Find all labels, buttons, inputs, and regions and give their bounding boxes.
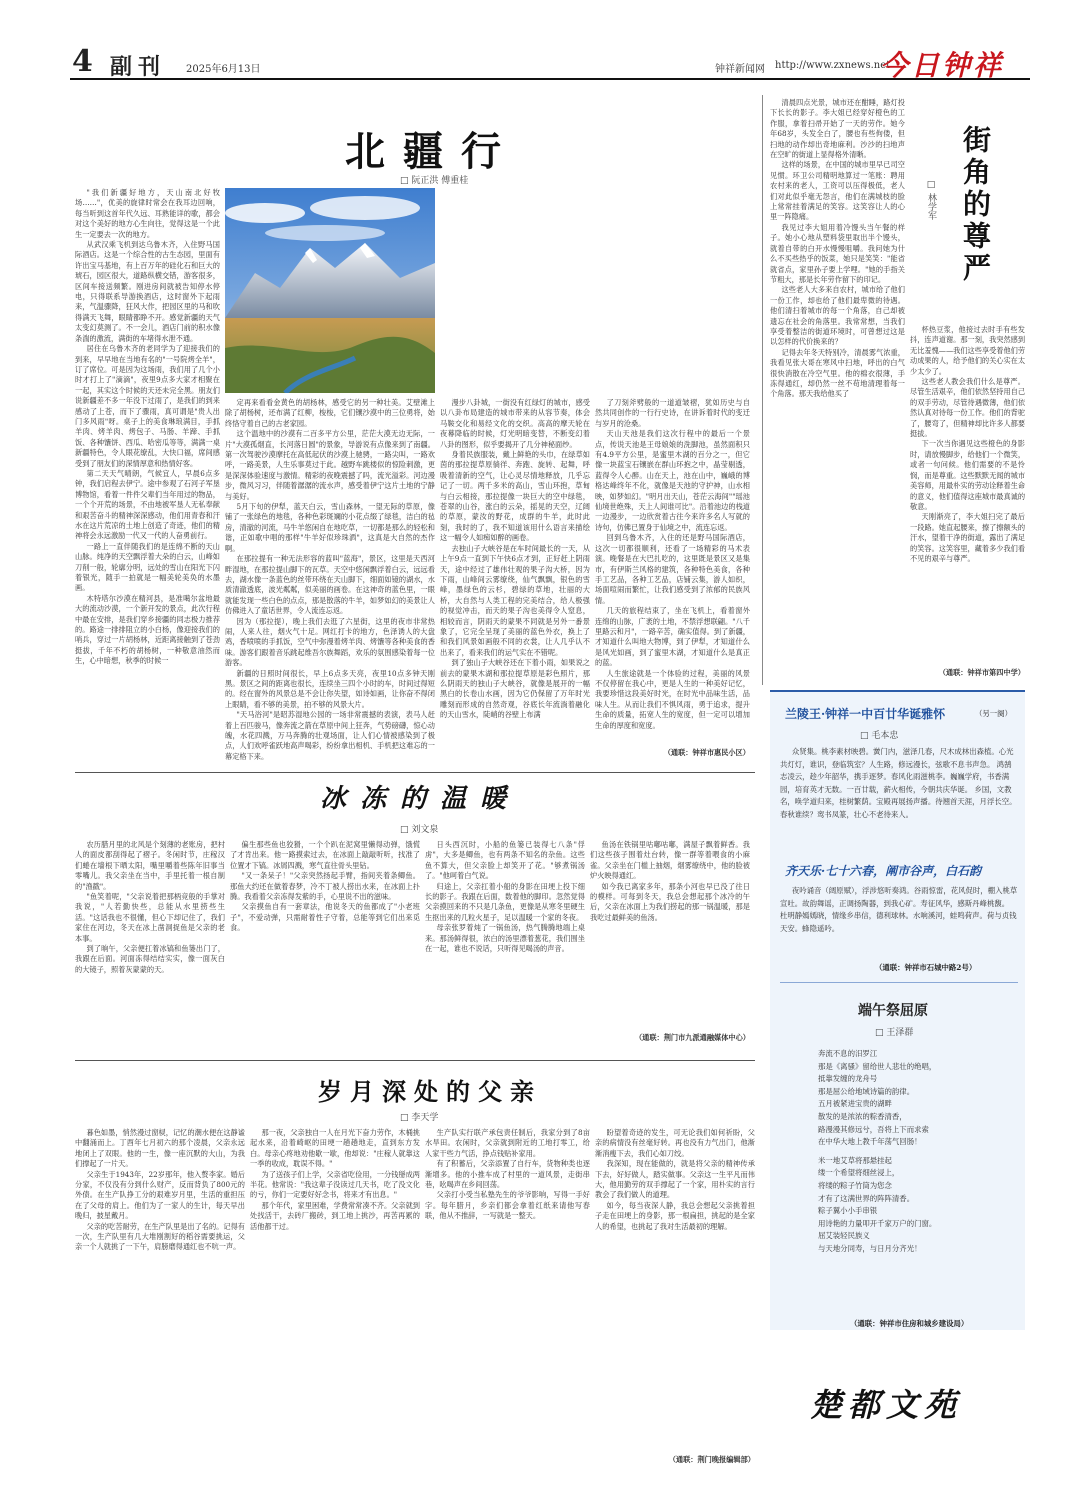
source-qitianle: （通联：钟祥市石城中路2号） [875,963,977,972]
poem-divider [780,982,1018,983]
article-beijiang-col4: 了刀刻斧劈般的一道道皱褶，犹如历史与自然共同创作的一行行史诗，在讲诉着时代的变迁与岁月的沧桑。 天山天池是我们这次行程中的最后一个景点，传说天池是王母娘娘的洗脚池，虽然面积只有4.9平方公里，是蜜里木湖的百分之一，但它像一块蓝宝石镶嵌在群山环抱之中，晶莹剔透，蓝得令人心醉。山在天上，池在山中，巍峨的博格达峰终年不化，就像是天池的守护神，山水相映，如梦如幻。"明月出天山，苍茫云海间""瑶池仙境世绝殊，天上人间谁可比"。沿着池边的栈道一边漫步，一边欣赏着古往今来许多名人写就的诗句，仿佛已置身于仙境之中，流连忘返。 回到乌鲁木齐，入住的还是野马国际酒店，这次一切都很顺利，还看了一场精彩的马术表演。晚餐是在大巴扎吃的，这里既是景区又是集市，有伊斯兰风格的建筑，各种特色美食，各种手工艺品，各种工艺品，店铺云集，游人如织，场面喧闹而繁忙，让我们感受到了浓郁的民族风情。 几天的旅程结束了，坐在飞机上，看着窗外连绵的山脉，广袤的土地，不禁浮想联翩。"八千里路云和月"，一路辛苦，确实值得。到了新疆，才知道什么叫地大物博，到了伊犁，才知道什么是风光如画，到了蜜里木湖，才知道什么是真正的蓝。 人生旅途就是一个体验的过程，美丽的风景不仅停留在我心中，更是人生的一种美好记忆，我要珍惜这段美好时光，在时光中品味生活，品味人生。从而让我们不惧风雨，勇于追求，提升生命的质量，拓宽人生的宽度，但一定可以增加生命的厚度和宽度。 [595,398,750,730]
article-bingdong-col4: 鱼汤在铁锅里咕嘟咕嘟，满屋子飘着鲜香。我们这些孩子围着灶台转，像一群等着喂食的小麻雀。父亲坐在门槛上抽烟，烟雾缭绕中，他的脸被炉火映得通红。 如今我已离家多年，那条小河也早已没了往日的模样。可每到冬天，我总会想起那个冰冷的午后，父亲在冰面上为我们捞起的那一锅温暖，那是我吃过最鲜美的鱼汤。 [590,840,750,922]
site-url[interactable]: http://www.zxnews.net [775,60,891,71]
article-beijiang-col1: "我们新疆好地方，天山南北好牧场……"，优美的旋律时常会在我耳边回响，每当听到这首年代久远、耳熟能详的歌，都会对这个美好的地方心生向往，觉得这是一个此生一定要去一次的地方。 从武汉乘飞机到达乌鲁木齐，入住野马国际酒店。这是一个综合性的古生态园，里面有许出宝马基地，有上百万年的硅化石和巨大的琥石，园区很大，道路纵横交错，游客很多，区间车接送频繁。刚进房间就被告知停水停电，只得联系导游换酒店，这时窗外下起雨来，气温骤降，狂风大作，把园区里的马和吹得满天飞舞，眼睛都睁不开。感觉新疆的天气太变幻莫测了。不一会儿，酒店门前的积水像条湍的激流，满街的车堵得水泄不通。 居住在乌鲁木齐的老同学为了迎接我们的到来，早早地在当地有名的"一号院烤全羊"，订了席位。可是因为这场雨，我们用了几个小时才打上了"滴滴"，夜里9点多大家才相聚在一起，其实这个时候的天还未完全黑。朋友们说新疆差不多一年没下过雨了，是我们的到来感动了上苍，而下了骤雨，真可谓是"贵人出门多风雨"呀。桌子上的美食琳琅满目，手抓羊肉、烤羊肉、烤包子、马肠、羊蹄、手抓饭、各种馕饼、西瓜、哈密瓜等等，满满一桌新疆特色，令人眼花缭乱，大快口福，席间感受到了朋友们的深情厚意和热情好客。 第二天天气晴朗，气候宜人，早晨6点多钟，我们启程去伊宁。途中参观了石河子军垦博物馆，看着一件件父辈们当年用过的物品，一个个开荒的场景，不由地被军垦人无私奉献和艰苦奋斗的精神深深感动，他们用青春和汗水在这片荒凉的土地上创造了奇迹，他们的精神将会永远激励一代又一代的人奋勇前行。 一路上一直伴随我们的是连绵不断的天山山脉。纯净的天空飘浮着大朵的白云，山峰如刀削一般，轮廓分明，远处的雪山在阳光下闪着银光，随手一拍就是一幅美轮美奂的水墨画。 木特塔尔沙漠在精河县，是准噶尔盆地最大的流动沙漠，一个新开发的景点，此次行程中最在安排，是我们穿乡接疆的同志极力推荐的。路途一排排阻立的小白杨，像迎接我们的哨兵，穿过一片胡杨林，近距离接触到了苍劲挺拔，千年不朽的胡杨树，一种敬意油然而生，心中暗想，秋季的时候一 [75,188,220,666]
byline-beijiang: □ 阮正洪 傅重桂 [400,176,469,186]
poem-text-lanling: 众贤集。桃李素材映碧。黉门内，滋泽几春，尺木成林出森植。心光共灯灯，谁识，登临筑室？人生路，修远漫长，弦歌不息书声急。 鸿鹄志凌云，趁少年韶华，携手逐梦。春风化雨滋桃李。巍巍学府，书香满园，培育英才无数。一百廿载，薪火相传，今朝共庆华诞。 乡国，文教名，唤学道归来，桂树繁荫。宝殿再展扬声播。待翘首天涯，月浮长空。春秋谁续？鸾书凤篆，壮心不老待来人。 [780,747,1017,819]
landscape-photo [225,188,435,393]
byline-suiyue: □ 李天学 [400,1113,439,1123]
poem-text-qitianle: 夜吟诵音（阔原赋），浮涉悠听奏鸿。谷雨惊雷，花风促时，棚入桃草宣吐。故韵舞谣，正调扬陶器，到我心矿。寿征风华，感斯丹峰桃馥。 杜明静嫣嫣晓，情缘乡串信，德利球林。水响溪河，蛙鸣荷声。荷与贞钱天安。蜂隐遥吟。 [780,886,1018,933]
column-divider [762,95,763,685]
article-title-bingdong: 冰冻的温暖 [320,784,521,814]
section-divider [75,772,755,773]
byline-lanling: □ 毛本忠 [860,731,899,741]
source-bingdong: （通联：荆门市九派通融媒体中心） [634,1033,750,1042]
page-header [70,40,1030,80]
byline-jiejiao: □ 林学军 [926,180,936,220]
article-bingdong-col2: 偏生那些鱼也狡猾，一个个趴在泥窝里懒得动弹，饿慌了才肯出来。他一路摸索过去，在冰面上敲敲听听，找准了位置才下镐。冰屑四溅，寒气直往骨头里钻。 "又一条呆子！"父亲突然扬起手臂，指间夹着条鲫鱼。那鱼大约还在做着春梦，冷不丁被人捞出水来，在冰面上扑腾。我看着父亲冻得发紫的手，心里说不出的滋味。 父亲摸鱼自有一套章法，他说冬天的鱼都成了"小老班子"，不爱动弹，只需耐着性子守着，总能等到它们出来觅食。 [230,840,420,933]
article-title-suiyue: 岁月深处的父亲 [318,1077,542,1106]
source-jiejiao: （通联：钟祥市第四中学） [938,668,1025,677]
article-suiyue-col1: 暮色如墨，悄然漫过窗棂，记忆的潮水便在这静谧中翻涌而上。丁酉年七月初六的那个凌晨，父亲永远地闭上了双眼。他的一生，像一座沉默的大山，为我们撑起了一片天。 父亲生于1943年，22岁那年，他入赘李家。婚后分家，不仅没有分到什么财产，反而背负了800元的外债。在生产队挣工分的艰难岁月里，生活的重担压在了父母的肩上。他们为了一家人的生计，每天早出晚归，披星戴月。 父亲的吃苦耐劳，在生产队里是出了名的。记得有一次，生产队里有几大堆刚割好的稻谷需要挑运，父亲一个人就挑了一下午，肩膀磨得通红也不吭一声。 [75,1128,245,1252]
source-suiyue: （通联：荆门晚报编辑部） [668,1455,755,1464]
page-number: 4 [72,44,93,79]
section-name: 副刊 [110,54,167,80]
site-name: 钟祥新闻网 [715,64,765,75]
issue-date: 2025年6月13日 [186,64,261,75]
article-suiyue-col2: 那一夜，父亲独自一人在月光下奋力劳作，木桶挑起水来，沿着崎岖的田埂一趟趟地走，直到东方发白。母亲心疼地劝他歇一歇，他却说："庄稼人就靠这一季的收成，耽误不得。" 为了送孩子们上学，父亲省吃俭用，一分钱掰成两半花。他常说："我这辈子没读过几天书，吃了没文化的亏，你们一定要好好念书，将来才有出息。" 那个年代，家里困难，学费常常凑不齐。父亲就到处找活干，去砖厂搬砖，到工地上挑沙，再苦再累的活他都干过。 [250,1128,420,1231]
newspaper-logo: 今日钟祥 [880,49,1005,82]
byline-bingdong: □ 刘文泉 [400,825,439,835]
source-beijiang: （通联：钟祥市惠民小区） [663,748,750,757]
article-title-beijiang: 北疆行 [345,128,519,175]
article-jiejiao-col-a: 清晨四点光景，城市还在酣睡，路灯投下长长的影子。李大姐已经穿好橙色的工作服，拿着扫帚开始了一天的劳作。她今年68岁，头发全白了，腰也有些佝偻，但扫地的动作却出奇地麻利。沙沙的扫地声在空旷的街道上显得格外清晰。 这样的场景，在中国的城市里早已司空见惯。环卫公司精明地算过一笔账：聘用农村来的老人，工资可以压得极低，老人们对此似乎毫无怨言，他们在满城枝的脸上常常挂着满足的笑容。这笑容让人的心里一阵隐痛。 我见过李大姐用着冷馒头当午餐的样子。她小心地从塑料袋里取出半个馒头，就着自带的白开水慢慢咀嚼。我问她为什么不买些热乎的饭菜，她只是笑笑："能省就省点，家里孙子要上学哩。"她的手指关节粗大，那是长年劳作留下的印记。 这些老人大多来自农村，城市给了他们一份工作，却也给了他们最卑微的待遇。他们清扫着城市的每一个角落，自己却被遗忘在社会的角落里。我常常想，当我们享受着整洁的街道环境时，可曾想过这是以怎样的代价换来的？ 记得去年冬天特别冷，清晨雾气浓重，我看见张大哥在寒风中扫地，呼出的白气很快消散在冷空气里。他的棉衣很薄，手冻得通红，却仍然一丝不苟地清理着每一个角落。那天我给他买了 [770,98,905,399]
article-suiyue-col4: 盼望着奇迹的发生，可无论我们如何祈盼，父亲的病情没有丝毫好转。再也没有力气出门，他渐渐消瘦下去，我们心如刀绞。 我深知，现在能做的，就是将父亲的精神传承下去，好好做人，踏实做事。父亲这一生平凡而伟大，他用勤劳的双手撑起了一个家，用朴实的言行教会了我们做人的道理。 如今，每当夜深人静，我总会想起父亲挑着担子走在田埂上的身影，那一根扁担，挑起的是全家人的希望，也挑起了我对生活最初的理解。 [595,1128,755,1231]
poem-subtitle-lanling: （另一阕） [975,709,1012,718]
poem-title-duanwu: 端午祭屈原 [858,1003,928,1019]
source-duanwu: （通联：钟祥市住房和城乡建设局） [850,1319,969,1328]
poem-text-duanwu: 奔流不息的汨罗江 那是《离骚》留给世人悲壮的绝唱， 抵靠发缠的龙舟号 那是屈公给地域诗篇的韵律。 五月被紧进宝贵的湖畔 散发的是浓浓的粽香清香， 路漫漫其修远兮，吾将上下而求索 在中华大地上教千年荡气回肠！ 米一地艾草将那悬挂起 缕一个希望将细丝浸上， 将缕的粽子竹筒为您念 才有了这满世界的阵阵清香。 粽子翼小小手串银 用诗艳的力量叩开千家万户的门窗。 屈艾装轻民族义 与天地分同寿，与日月分齐光！ [818,1049,937,1253]
article-beijiang-col2: 定再来看看金黄色的胡杨林，感受它的另一种壮美。艾壁滩上除了胡杨树，还布满了红柳，梭梭，它们镶沙漠中的三位勇将，始终恪守着自己的古老家园。 这个温地中的沙漠有二百多平方公里，茫茫大漠无边无际，一片"大漠孤烟直，长河落日圆"的景象，导游说有点像来到了南疆。第一次驾驶沙漠摩托在高低起伏的沙漠上驰骋，一路尖叫，一路欢呼，一路美景，人生乐事莫过于此。越野车跳楼似的惊险刺激，更是深深体验速度与激情。精彩的夜晚震撼了吗，流光溢彩。河边漫步，微风习习，伴随着潺潺的流水声，感受着伊宁这片土地的宁静与美好。 5月下旬的伊犁，蓝天白云，雪山森林，一望无际的草原，像铺了一张绿色的地毯，各种色彩斑斓的小花点缀了绿毯，洁白的毡房，清澈的河流，马牛羊悠闲自在地吃草，一切都是那么的轻松和谐，正如歌中唱的那样"牛羊好似珍珠洒"，这真是大自然的杰作啊。 在那拉提有一种无法形容的蓝叫"蓝海"，景区，这里是天西河畔湿地，在那拉提山脚下的瓦草。天空中悠闲飘浮着白云，远远看去，湖水像一条蓝色的丝带环绕在天山脚下，细面如镜的湖水，水质清澈透底，波光粼粼，似美丽的画卷。在这神奇的蓝色里，一眼就能发现一些白色的点点，那是散落的牛羊，如梦如幻的美景让人仿佛进入了童话世界，令人流连忘返。 因为（那拉提），晚上我们去逛了六星街，这里的夜市非常热闹，人来人往，烟火气十足。网红打卡的地方，色泽诱人的大盘鸡，香喷喷的手抓饭，空气中弥漫着烤羊肉、烤馕等各种美食的香味。游客们跟着音乐跳起维吾尔族舞蹈，欢乐的氛围感染着每一位游客。 新疆的日照时间很长，早上6点多天亮，夜里10点多钟天刚黑。景区之间的距离也很长，连续坐三四个小时的车，时间过得短的。经在窗外的风景总是不会让你失望，如诗如画，让你奋不得闭上眼睛，看不够的美景，拍不够的风景大片。 "天马浴河"是昭苏湿地公园的一场非常震撼的表演，表马人赶着上百匹骏马，像奔流之箭在草原中间上狂奔，气势磅礴，惊心动魄，水花四溅，万马奔腾的壮观场面，让人们心情被感染到了极点，人们欢呼雀跃地高声喝彩，纷纷拿出相机、手机把这难忘的一幕定格下来。 [225,398,435,761]
article-beijiang-col3: 漫步八卦城，一街没有红绿灯的城市，感受以八卦布局建造的城市带来的从容节奏，体会马鞍交化和易经文化的交织。高高的摩天轮在夜幕降临的时候，灯光明暗变替，不断变幻着八卦的图形，似乎要揭开了几分神秘面纱。 身着民族服装，戴上鲜艳的头巾，在绿草如茵的那拉提草原徜徉、奔跑、旋转、起舞，呼吸着清新的空气，让心灵尽情地释放，几乎忘记了一切。两千多米的高山，雪山环抱，草甸与白云相接，那拉提像一块巨大的空中绿毯，苍翠的山谷，涨白的云朵，摇晃的天空，辽阔的草原，蒙汝的野花，成群的牛羊，此时此刻，我时的了，我不知道该用什么语言来描绘这一幅令人如痴如醉的画卷。 去独山子大峡谷是在车时间最长的一天，从上午9点一直到下午快6点才到，正好赶上阴雨天，途中经过了雄伟壮观的果子沟大桥，因为下雨，山峰间云雾缭绕，仙气飘飘，银色的雪峰，墨绿色的云杉，碧绿的草地，壮丽的大桥，大自然与人类工程的完美结合，给人极强的视觉冲击，而天的果子沟也美得令人窒息，相较而言，阴雨天的蒙果不同就是另外一番景象了，它完全呈现了美丽的蓝色外衣，换上了和我们风景如画般不同的衣裳，让人几乎认不出来了，看来我们的运气实在不错呢。 到了独山子大峡谷还在下着小雨，如果说之前去的蒙果木湖和那拉提草原是彩色照片，那么阴雨天的独山子大峡谷，就像是展开的一幅黑白的长卷山水画，因为它仍保留了万年时光雕刻而形成的自然奇观，谷底长年流淌着融化的天山雪水，陡峭的谷壁上布满 [440,398,590,720]
article-jiejiao-col-b: 杯热豆浆，他接过去时手有些发抖，连声道谢。那一刻，我突然感到无比羞愧——我们这些享受着他们劳动成果的人，给予他们的关心实在太少太少了。 这些老人教会我们什么是尊严。尽管生活艰辛，他们依然坚持用自己的双手劳动，尽管待遇微薄，他们依然认真对待每一份工作。他们的背驼了，腰弯了，但精神却比许多人都要挺拔。 下一次当你遇见这些橙色的身影时，请放慢脚步，给他们一个微笑，或者一句问候。他们需要的不是怜悯，而是尊重。这些默默无闻的城市美容师，用最朴实的劳动诠释着生命的意义，他们值得这座城市最真诚的敬意。 天刚渐亮了，李大姐扫完了最后一段路。她直起腰来，擦了擦额头的汗水，望着干净的街道，露出了满足的笑容。这笑容里，藏着多少我们看不见的艰辛与尊严。 [910,325,1025,563]
article-title-jiejiao: 街角的尊严 [959,125,992,285]
byline-duanwu: □ 王泽群 [875,1028,914,1038]
article-suiyue-col3: 生产队实行联产承包责任制后，我家分到了8亩水旱田。农闲时，父亲就到附近的工地打零工，给人家干些力气活，挣点钱贴补家用。 有了积蓄后，父亲添置了自行车，货物种类也逐渐增多。他的小推车成了村里的一道风景，走街串巷，吆喝声在乡间回荡。 父亲打小受当私塾先生的爷爷影响，写得一手好字。每年腊月，乡亲们都会拿着红纸来请他写春联，他从不推辞，一写就是一整天。 [425,1128,590,1221]
poem-title-qitianle: 齐天乐·七十六春，阐市谷声，白石韵 [785,864,982,878]
section-divider [75,1060,755,1061]
poem-title-lanling: 兰陵王·钟祥一中百廿华诞雅怀 [785,707,946,721]
article-bingdong-col3: 日头西沉时，小船的鱼篓已装得七八条"俘虏"，大多是鲫鱼，也有两条不知名的杂鱼。这些鱼不算大，但父亲脸上却笑开了花。"够煮锅汤了。"他呵着白气说。 归途上，父亲扛着小船的身影在田埂上投下细长的影子。我跟在后面，数着他的脚印。忽然觉得父亲摸回来的不只是几条鱼，更像是从寒冬里硬生生抠出来的几粒火星子，足以温暖一个家的冬夜。 母亲张罗着炖了一锅鱼汤，热气腾腾地端上桌来。那汤鲜得很，浓白的汤里漂着葱花，我们围坐在一起，谁也不说话，只听得见喝汤的声音。 [425,840,585,954]
column-logo: 楚都文苑 [810,1386,963,1424]
article-bingdong-col1: 农历腊月里的北风是个刻薄的老账房，把村人的面皮都刮得起了褶子。冬闲时节，庄稼汉们蜷在墙根下晒太阳，嘴里嚼着些陈年旧事当零嘴儿。我父亲坐在当中，手里托着一根自制的"渔戳"。 "鱼笑着呢，"父亲说着把那柄竞般的手掌对我说，"人若勤快些，总能从水里捞些生活。"这话我也不很懂，但心下却记住了，我们家住在河边，冬天在冰上凿洞捉鱼是父亲的老本事。 到了晌午，父亲便扛着冰镐和鱼篓出门了，我跟在后面。河面冻得结结实实，像一面灰白的大镜子，照着灰蒙蒙的天。 [75,840,225,974]
